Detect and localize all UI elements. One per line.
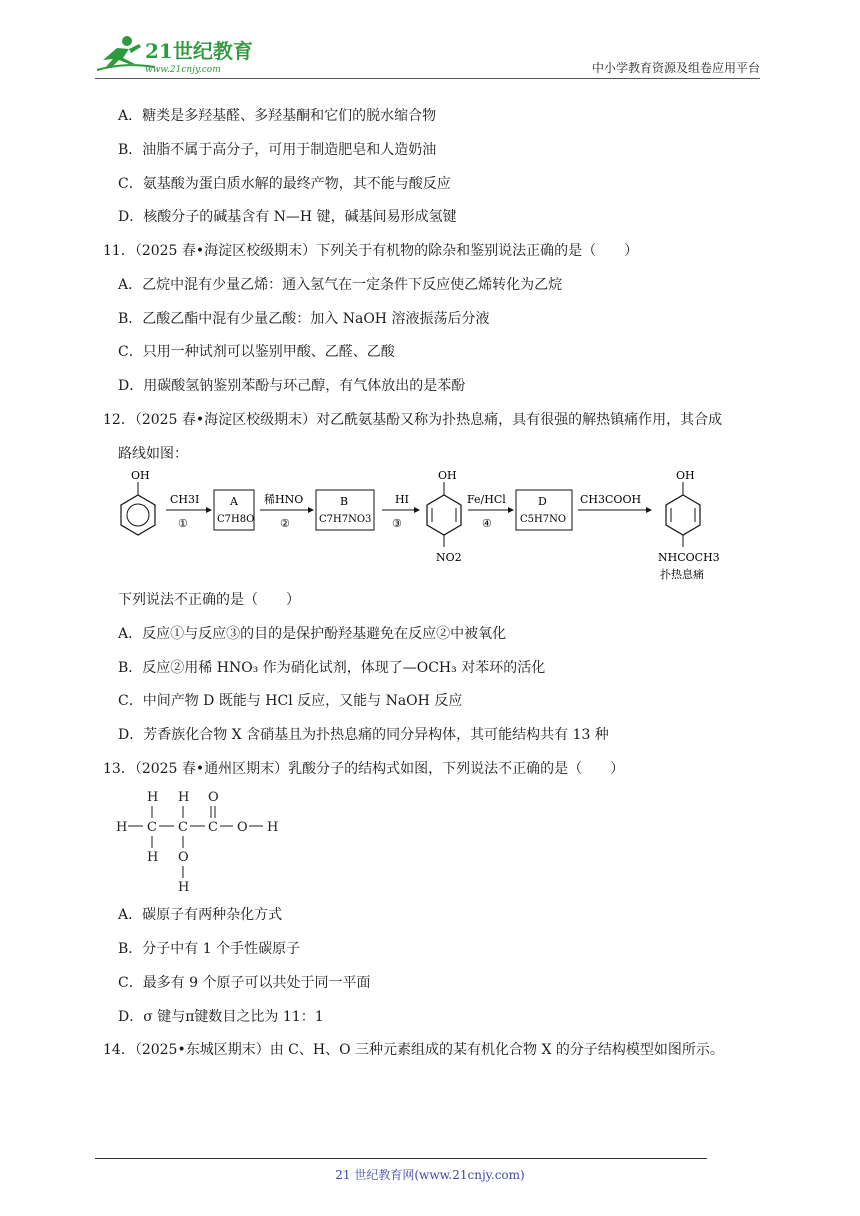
reagent-ch3i: CH3I [170,493,200,506]
q13-option-a: A．碳原子有两种杂化方式 [118,907,283,923]
svg-text:O: O [237,820,248,835]
svg-text:H: H [267,820,279,835]
q12-option-d: D．芳香族化合物 X 含硝基且为扑热息痛的同分异构体，其可能结构共有 13 种 [118,727,609,743]
intermediate-a-box [214,490,254,530]
reagent-fe-hcl: Fe/HCl [467,493,506,506]
step-2-label: ② [280,517,290,530]
svg-text:OH: OH [676,469,695,482]
header-platform-text: 中小学教育资源及组卷应用平台 [591,61,760,75]
q11-option-b: B．乙酸乙酯中混有少量乙酸：加入 NaOH 溶液振荡后分液 [118,311,490,327]
svg-text:C7H7NO3: C7H7NO3 [319,514,372,525]
svg-text:NO2: NO2 [436,551,462,564]
q10-option-b: B．油脂不属于高分子，可用于制造肥皂和人造奶油 [118,142,437,158]
lactic-acid-structure [110,785,300,895]
step-1-label: ① [178,517,188,530]
svg-text:H: H [178,880,190,895]
phenol-structure [121,469,155,535]
svg-text:H: H [178,790,190,805]
step-4-label: ④ [482,517,492,530]
q11-stem: 11．（2025 春•海淀区校级期末）下列关于有机物的除杂和鉴别说法正确的是（ ） [103,243,639,259]
svg-text:A: A [230,495,238,508]
q11-option-c: C．只用一种试剂可以鉴别甲酸、乙醛、乙酸 [118,344,395,360]
q10-option-c: C．氨基酸为蛋白质水解的最终产物，其不能与酸反应 [118,176,451,192]
q10-option-d: D．核酸分子的碱基含有 N—H 键，碱基间易形成氢键 [118,209,457,225]
reagent-acetic-acid: CH3COOH [580,493,642,506]
q13-option-d: D．σ 键与π键数目之比为 11：1 [118,1009,324,1025]
svg-text:B: B [340,495,349,508]
reagent-hi: HI [395,493,409,506]
q13-stem: 13．（2025 春•通州区期末）乳酸分子的结构式如图，下列说法不正确的是（ ） [103,761,625,777]
site-logo [95,34,265,76]
svg-text:C: C [208,820,218,835]
svg-text:H: H [147,850,159,865]
q11-option-d: D．用碳酸氢钠鉴别苯酚与环己醇，有气体放出的是苯酚 [118,378,466,394]
intermediate-b-box [316,490,374,530]
q12-option-b: B．反应②用稀 HNO₃ 作为硝化试剂，体现了—OCH₃ 对苯环的活化 [118,660,546,676]
header-divider [95,78,760,79]
q10-option-a: A．糖类是多羟基醛、多羟基酮和它们的脱水缩合物 [118,108,437,124]
svg-text:C7H8O: C7H8O [217,514,255,525]
q12-stem-line1: 12．（2025 春•海淀区校级期末）对乙酰氨基酚又称为扑热息痛，具有很强的解热镇痛作用，其合成 [103,412,723,428]
svg-text:OH: OH [438,469,457,482]
synthesis-scheme [110,465,750,585]
logo-text: 21世纪教育 [145,39,253,63]
step-3-label: ③ [392,517,402,530]
page-header [95,30,760,80]
svg-text:C: C [147,820,157,835]
q13-option-c: C．最多有 9 个原子可以共处于同一平面 [118,975,371,991]
q12-stem-line2: 路线如图： [118,446,188,462]
svg-text:C5H7NO: C5H7NO [520,514,567,525]
svg-text:C: C [178,820,188,835]
paracetamol-structure [658,469,720,581]
svg-text:NHCOCH3: NHCOCH3 [658,551,720,564]
reagent-hno3: 稀HNO [264,493,304,506]
svg-text:O: O [178,850,189,865]
nitrophenol-structure [427,469,462,564]
q12-question: 下列说法不正确的是（ ） [118,592,300,608]
footer-divider [95,1158,707,1159]
q11-option-a: A．乙烷中混有少量乙烯：通入氢气在一定条件下反应使乙烯转化为乙烷 [118,277,563,293]
svg-text:H: H [116,820,128,835]
q14-stem: 14．（2025•东城区期末）由 C、H、O 三种元素组成的某有机化合物 X 的分子结构模型如图所示。 [103,1042,724,1058]
q12-option-c: C．中间产物 D 既能与 HCl 反应，又能与 NaOH 反应 [118,693,463,709]
footer-text: 21 世纪教育网(www.21cnjy.com) [335,1168,525,1182]
logo-url: www.21cnjy.com [145,65,221,75]
q12-option-a: A．反应①与反应③的目的是保护酚羟基避免在反应②中被氧化 [118,626,507,642]
q13-option-b: B．分子中有 1 个手性碳原子 [118,941,301,957]
svg-text:H: H [147,790,159,805]
svg-text:O: O [208,790,219,805]
svg-text:D: D [538,495,547,508]
product-name: 扑热息痛 [660,568,704,581]
intermediate-d-box [516,490,572,530]
svg-text:OH: OH [131,469,150,482]
